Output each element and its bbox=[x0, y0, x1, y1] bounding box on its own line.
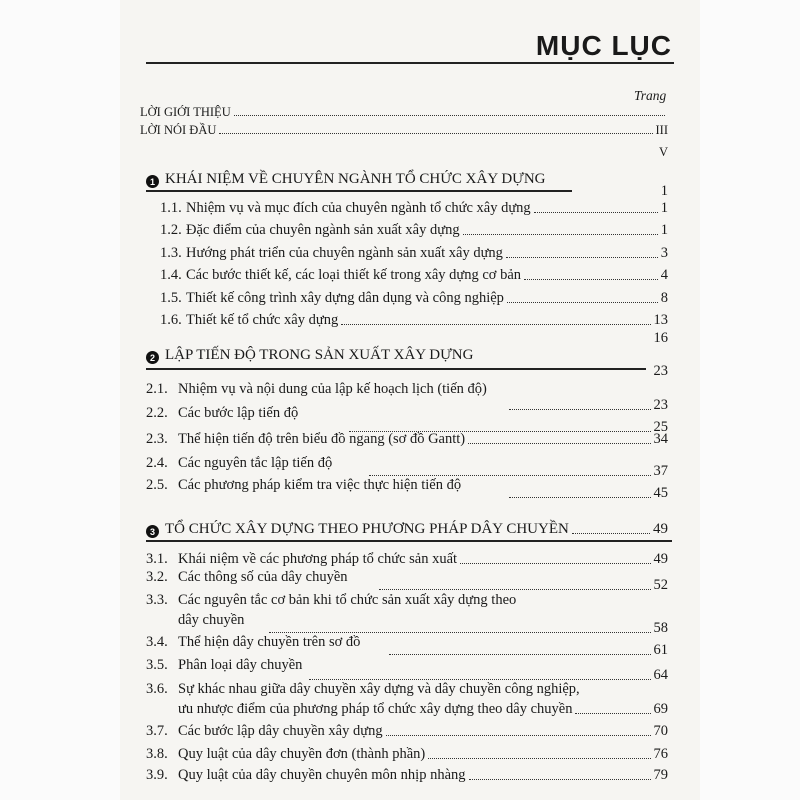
toc-section: 1.4. Các bước thiết kế, các loại thiết kế trong xây dựng cơ bản 4 bbox=[160, 267, 668, 283]
toc-section: 64 bbox=[146, 664, 668, 684]
toc-section: 3.6. Sự khác nhau giữa dây chuyền xây dựng và dây chuyền công nghiệp, bbox=[146, 681, 580, 697]
toc-chapter-page: 1 bbox=[660, 183, 668, 199]
toc-section: 52 bbox=[146, 574, 668, 594]
toc-section: 61 bbox=[146, 639, 668, 659]
toc-section: 3.4. Thể hiện dây chuyền trên sơ đồ bbox=[146, 634, 361, 650]
toc-section: 2.5. Các phương pháp kiểm tra việc thực hiện tiến độ bbox=[146, 477, 462, 493]
toc-section: 37 bbox=[146, 460, 668, 480]
toc-section: 23 bbox=[146, 394, 668, 414]
chapter-rule bbox=[146, 190, 572, 192]
title-rule bbox=[146, 62, 674, 64]
toc-section: 2.4. Các nguyên tắc lập tiến độ bbox=[146, 455, 333, 471]
toc-section: 58 bbox=[146, 617, 668, 637]
chapter-number-badge: 3 bbox=[146, 525, 159, 538]
toc-section: dây chuyền bbox=[178, 612, 245, 628]
toc-section: ưu nhược điểm của phương pháp tổ chức xây dựng theo dây chuyền 69 bbox=[178, 701, 668, 717]
toc-chapter: 3 TỔ CHỨC XÂY DỰNG THEO PHƯƠNG PHÁP DÂY CHUYỀN 49 bbox=[146, 518, 668, 538]
toc-section: 2.2. Các bước lập tiến độ bbox=[146, 405, 299, 421]
toc-section: 1.2. Đặc điểm của chuyên ngành sản xuất xây dựng 1 bbox=[160, 222, 668, 238]
toc-section: 3.2. Các thông số của dây chuyền bbox=[146, 569, 348, 585]
toc-section: 1.1. Nhiệm vụ và mục đích của chuyên ngành tổ chức xây dựng 1 bbox=[160, 200, 668, 216]
trang-label: Trang bbox=[634, 88, 667, 103]
toc-section: 25 bbox=[146, 416, 668, 436]
chapter-number-badge: 2 bbox=[146, 351, 159, 364]
toc-section: 1.5. Thiết kế công trình xây dựng dân dụng và công nghiệp 8 bbox=[160, 290, 668, 306]
toc-section: 3.5. Phân loại dây chuyền bbox=[146, 657, 303, 673]
chapter-number-badge: 1 bbox=[146, 175, 159, 188]
toc-section: 3.3. Các nguyên tắc cơ bản khi tổ chức sản xuất xây dựng theo bbox=[146, 592, 517, 608]
toc-front-item: V bbox=[658, 145, 668, 159]
toc-section: 1.3. Hướng phát triển của chuyên ngành sản xuất xây dựng 3 bbox=[160, 245, 668, 261]
toc-chapter: 2 LẬP TIẾN ĐỘ TRONG SẢN XUẤT XÂY DỰNG bbox=[146, 344, 668, 364]
toc-section: 1.6. Thiết kế tổ chức xây dựng 13 bbox=[160, 312, 668, 328]
toc-section: 3.9. Quy luật của dây chuyền chuyên môn nhịp nhàng 79 bbox=[146, 767, 668, 783]
toc-front-item: LỜI GIỚI THIỆU bbox=[140, 100, 668, 120]
toc-section: 16 bbox=[653, 330, 668, 346]
toc-chapter: 1 KHÁI NIỆM VỀ CHUYÊN NGÀNH TỔ CHỨC XÂY DỰNG bbox=[146, 168, 668, 188]
toc-front-item: LỜI NÓI ĐẦU III bbox=[140, 123, 668, 137]
toc-section: 3.1. Khái niệm về các phương pháp tổ chức sản xuất 49 bbox=[146, 551, 668, 567]
toc-section: 3.8. Quy luật của dây chuyền đơn (thành phần) 76 bbox=[146, 746, 668, 762]
toc-section: 3.7. Các bước lập dây chuyền xây dựng 70 bbox=[146, 723, 668, 739]
chapter-rule bbox=[146, 540, 672, 542]
toc-section: 45 bbox=[146, 482, 668, 502]
toc-section: 2.1. Nhiệm vụ và nội dung của lập kế hoạch lịch (tiến độ) bbox=[146, 381, 487, 397]
toc-chapter-page: 23 bbox=[653, 363, 668, 379]
page-title: MỤC LỤC bbox=[535, 30, 672, 61]
toc-section: 2.3. Thể hiện tiến độ trên biểu đồ ngang (sơ đồ Gantt) 34 bbox=[146, 431, 668, 447]
